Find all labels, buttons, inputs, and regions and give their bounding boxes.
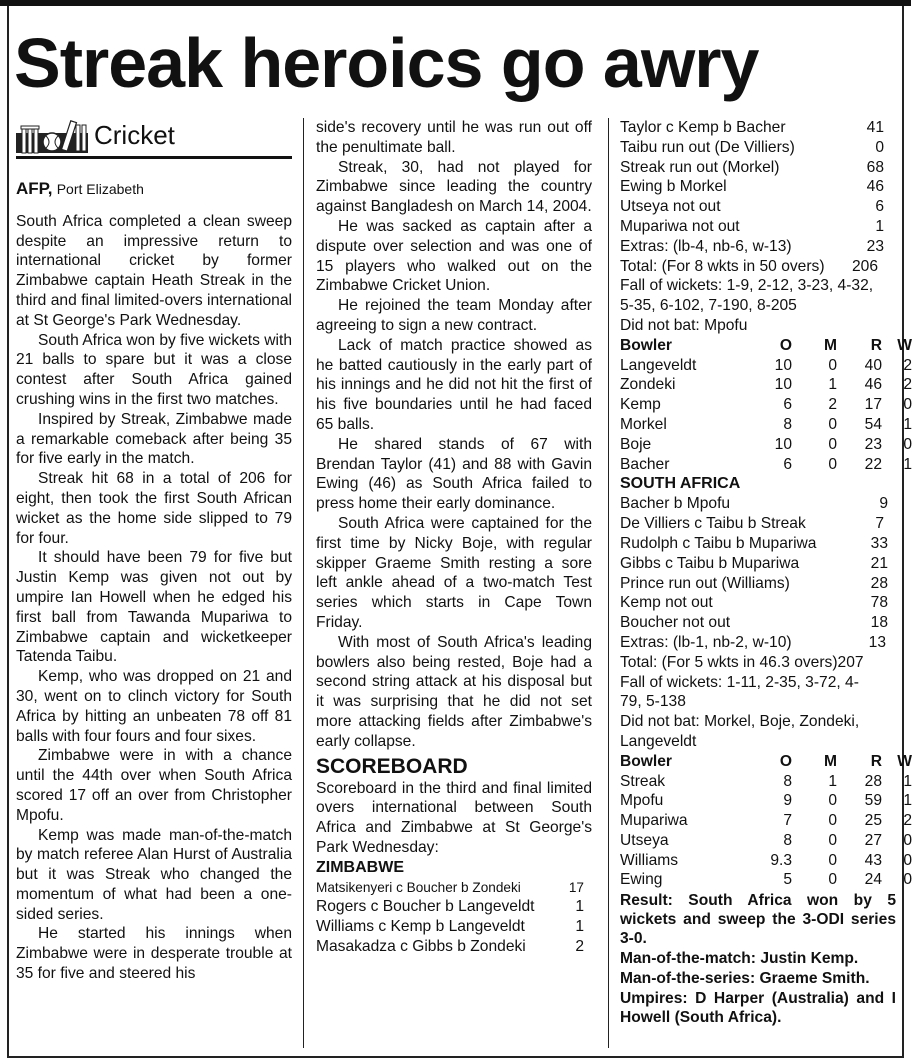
column-3 xyxy=(620,118,912,1027)
bowling-row: Morkel 8 0 54 1 xyxy=(620,415,912,433)
batting-line: Masakadza c Gibbs b Zondeki 2 xyxy=(316,938,584,956)
fall-of-wickets: 79, 5-138 xyxy=(620,693,686,711)
batting-line: Mupariwa not out 1 xyxy=(620,217,884,235)
team-heading-zimbabwe: ZIMBABWE xyxy=(316,858,404,876)
paragraph: South Africa completed a clean sweep despite an impressive return to international cricket by former Zimbabwe captain Heath Streak in the third and final limited-overs international at St George's Park Wednesday. xyxy=(16,212,292,329)
umpires: Umpires: D Harper (Australia) and I Howell (South Africa). xyxy=(620,990,896,1027)
paragraph: He was sacked as captain after a dispute over selection and was one of 15 players who walked out on the Zimbabwe Cricket Union. xyxy=(316,217,592,295)
paragraph: side's recovery until he was run out off the penultimate ball. xyxy=(316,119,592,156)
batting-line: Ewing b Morkel 46 xyxy=(620,178,884,196)
did-not-bat: Did not bat: Mpofu xyxy=(620,316,748,334)
paragraph: South Africa won by five wickets with 21 balls to spare but it was a close contest after South Africa gained crushing wins in the first two matches. xyxy=(16,331,292,408)
paragraph: South Africa were captained for the first time by Nicky Boje, with regular skipper Graeme Smith resting a sore left ankle ahead of a two-match Test series which starts in Cape Town Friday. xyxy=(316,514,592,631)
bowling-row: Williams 9.3 0 43 0 xyxy=(620,851,912,869)
paragraph: Streak hit 68 in a total of 206 for eight, then took the first South African wicket as the home side slipped to 79 for four. xyxy=(16,470,292,547)
dateline-source: AFP, xyxy=(16,179,53,198)
did-not-bat: Did not bat: Morkel, Boje, Zondeki, xyxy=(620,713,860,731)
column-1 xyxy=(16,118,292,984)
paragraph: He started his innings when Zimbabwe were in desperate trouble at 35 for five and steered his xyxy=(16,925,292,983)
fall-of-wickets: Fall of wickets: 1-11, 2-35, 3-72, 4- xyxy=(620,673,859,691)
bowling-row: Utseya 8 0 27 0 xyxy=(620,831,912,849)
column-rule xyxy=(303,118,304,1048)
bowling-header: Bowler O M R W xyxy=(620,336,912,354)
batting-line: Taibu run out (De Villiers) 0 xyxy=(620,138,884,156)
bowling-row: Mupariwa 7 0 25 2 xyxy=(620,812,912,830)
paragraph: Streak, 30, had not played for Zimbabwe since leading the country against Bangladesh on March 14, 2004. xyxy=(316,158,592,216)
cricket-icon xyxy=(16,119,88,153)
paragraph: Zimbabwe were in with a chance until the 44th over when South Africa scored 17 off an over from Christopher Mpofu. xyxy=(16,747,292,824)
paragraph: Lack of match practice showed as he batted cautiously in the early part of his innings and he did not hit the first of his five boundaries until he had faced 65 balls. xyxy=(316,336,592,433)
batting-line: Williams c Kemp b Langeveldt 1 xyxy=(316,918,584,936)
batting-line: Boucher not out 18 xyxy=(620,614,888,632)
scoreboard-title: SCOREBOARD xyxy=(316,754,468,778)
scoreboard-intro: Scoreboard in the third and final limited overs international between South Africa and Zimbabwe at St George's Park Wednesday: xyxy=(316,779,592,856)
batting-line: Bacher b Mpofu 9 xyxy=(620,495,888,513)
paragraph: With most of South Africa's leading bowlers also being rested, Boje had a second string attack at his disposal but it was surprising that he did not set more attacking fields after Zimbabwe's early collapse. xyxy=(316,633,592,750)
dateline-location: Port Elizabeth xyxy=(56,181,144,197)
bowling-row: Kemp 6 2 17 0 xyxy=(620,396,912,414)
batting-line: Matsikenyeri c Boucher b Zondeki 17 xyxy=(316,879,584,895)
batting-line: Gibbs c Taibu b Mupariwa 21 xyxy=(620,554,888,572)
extras-line: Extras: (lb-4, nb-6, w-13) 23 xyxy=(620,237,884,255)
paragraph: He rejoined the team Monday after agreeing to sign a new contract. xyxy=(316,297,592,334)
bowling-header: Bowler O M R W xyxy=(620,752,912,770)
paragraph: Inspired by Streak, Zimbabwe made a remarkable comeback after being 35 for five early in the match. xyxy=(16,410,292,468)
batting-line: Utseya not out 6 xyxy=(620,198,884,216)
section-header xyxy=(16,118,292,154)
column-rule xyxy=(608,118,609,1048)
did-not-bat: Langeveldt xyxy=(620,732,697,750)
batting-line: Rogers c Boucher b Langeveldt 1 xyxy=(316,898,584,916)
bowling-row: Zondeki 10 1 46 2 xyxy=(620,376,912,394)
bowling-row: Bacher 6 0 22 1 xyxy=(620,455,912,473)
column-2 xyxy=(316,118,592,957)
section-name: Cricket xyxy=(94,120,175,151)
man-of-the-match: Man-of-the-match: Justin Kemp. xyxy=(620,950,859,968)
batting-line: Prince run out (Williams) 28 xyxy=(620,574,888,592)
paragraph: Kemp was made man-of-the-match by match referee Alan Hurst of Australia but it was Streak who changed the momentum of what had been a one-sided series. xyxy=(16,826,292,923)
paragraph: He shared stands of 67 with Brendan Taylor (41) and 88 with Gavin Ewing (46) as South Africa failed to press home their early dominance. xyxy=(316,435,592,513)
total-line: Total: (For 8 wkts in 50 overs) 206 xyxy=(620,257,878,275)
bowling-row: Streak 8 1 28 1 xyxy=(620,772,912,790)
paragraph: It should have been 79 for five but Justin Kemp was given not out by umpire Ian Howell when he edged his first ball from Tawanda Mupariwa to Zimbabwe captain and wicketkeeper Tatenda Taibu. xyxy=(16,549,292,666)
man-of-the-series: Man-of-the-series: Graeme Smith. xyxy=(620,970,870,988)
extras-line: Extras: (lb-1, nb-2, w-10) 13 xyxy=(620,633,886,651)
batting-line: Rudolph c Taibu b Mupariwa 33 xyxy=(620,534,888,552)
bowling-row: Mpofu 9 0 59 1 xyxy=(620,792,912,810)
bowling-row: Boje 10 0 23 0 xyxy=(620,435,912,453)
team-heading-south-africa: SOUTH AFRICA xyxy=(620,475,741,493)
fall-of-wickets: 5-35, 6-102, 7-190, 8-205 xyxy=(620,297,797,315)
batting-line: Taylor c Kemp b Bacher 41 xyxy=(620,119,884,136)
total-line: Total: (For 5 wkts in 46.3 overs) 207 xyxy=(620,653,864,671)
batting-line: De Villiers c Taibu b Streak 7 xyxy=(620,515,884,533)
match-result: Result: South Africa won by 5 wickets and sweep the 3-ODI series 3-0. xyxy=(620,892,896,948)
batting-line: Streak run out (Morkel) 68 xyxy=(620,158,884,176)
paragraph: Kemp, who was dropped on 21 and 30, went on to clinch victory for South Africa by hitting an unbeaten 78 off 81 balls with four fours and four sixes. xyxy=(16,668,292,745)
bowling-row: Langeveldt 10 0 40 2 xyxy=(620,356,912,374)
dateline xyxy=(16,179,292,200)
headline: Streak heroics go awry xyxy=(14,24,759,102)
batting-line: Kemp not out 78 xyxy=(620,594,888,612)
bowling-row: Ewing 5 0 24 0 xyxy=(620,871,912,889)
fall-of-wickets: Fall of wickets: 1-9, 2-12, 3-23, 4-32, xyxy=(620,277,874,295)
section-rule xyxy=(16,156,292,159)
